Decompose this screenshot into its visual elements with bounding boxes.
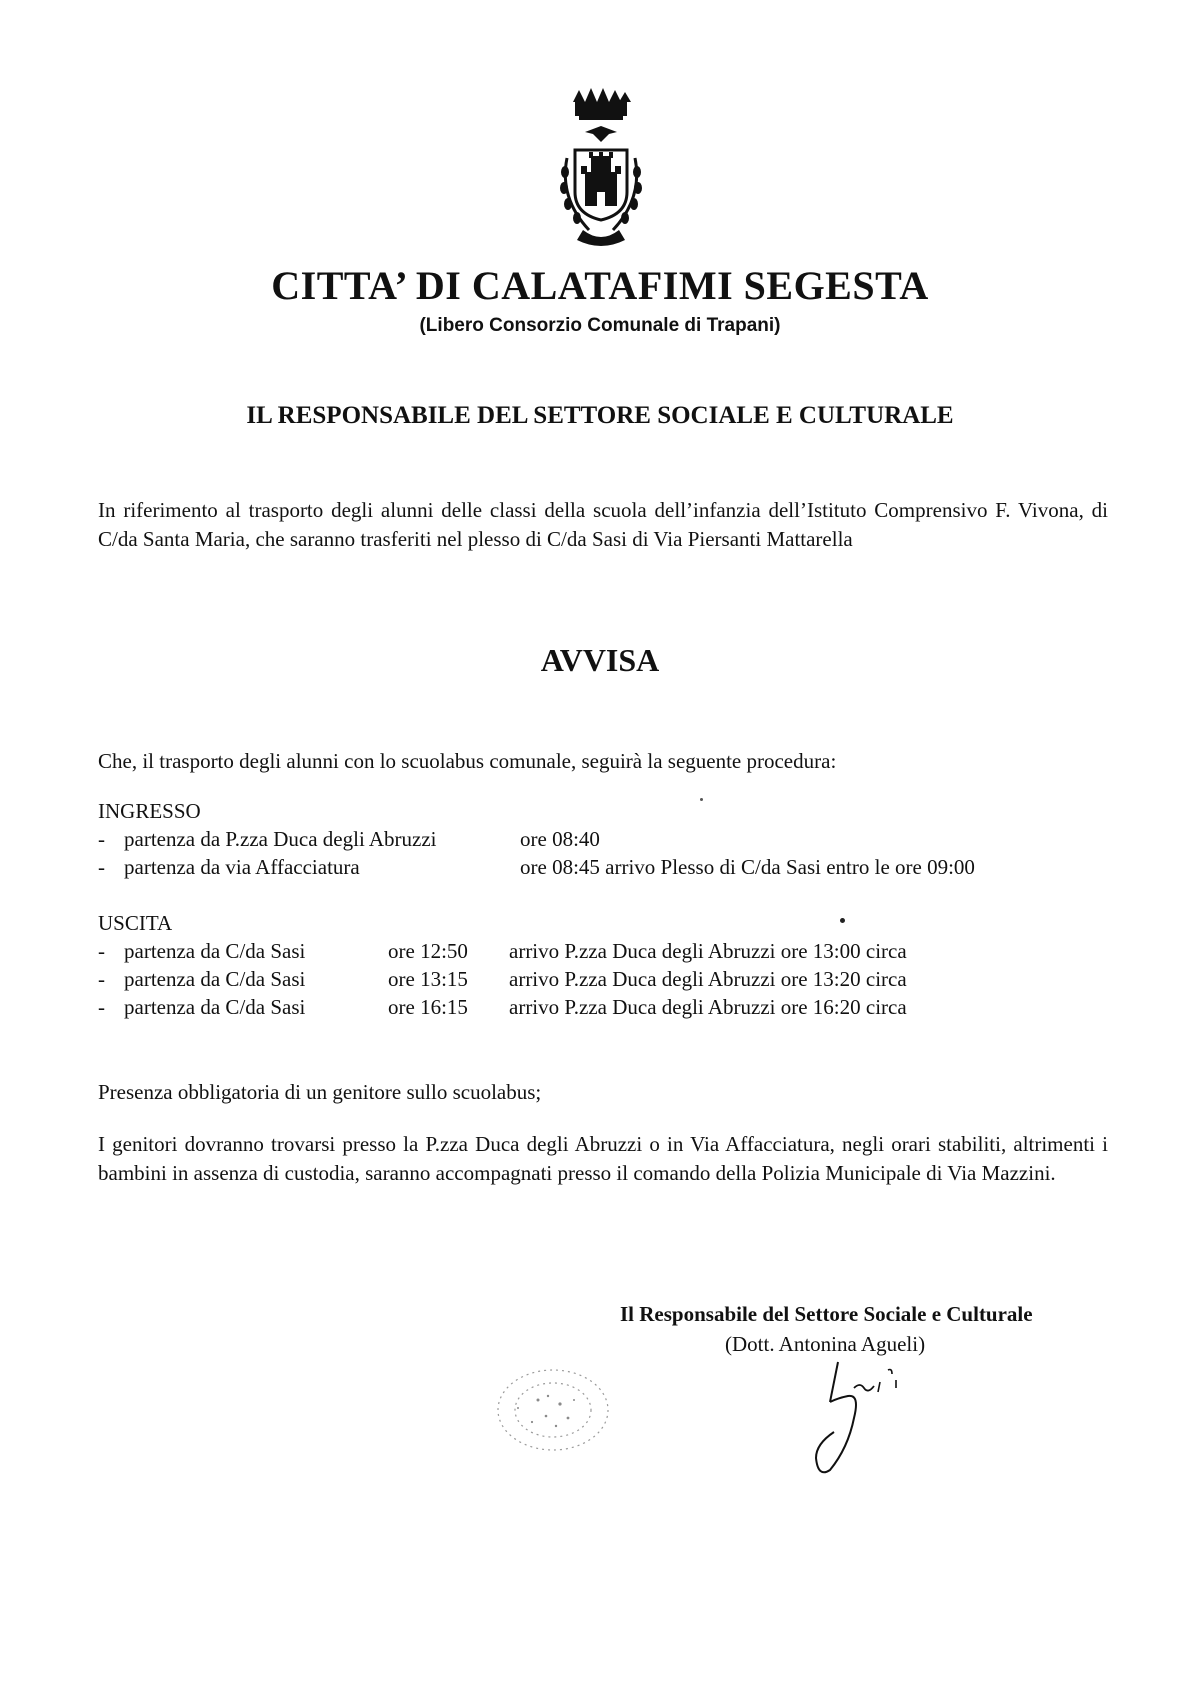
departure-place: partenza da via Affacciatura [124,855,360,879]
notice-title: AVVISA [540,642,660,678]
ingresso-label: INGRESSO [98,799,201,823]
departure-place: partenza da C/da Sasi [124,995,306,1019]
arrival-info: arrivo P.zza Duca degli Abruzzi ore 13:00 circa [509,939,907,963]
departure-time: ore 12:50 [388,939,468,963]
intro-paragraph: In riferimento al trasporto degli alunni delle classi della scuola dell’infanzia dell’Istituto Comprensivo F. Vivona, di C/da Santa Maria, che saranno trasferiti nel plesso di C/da Sasi di Via Piersanti Mattarella [98,498,1108,551]
arrival-info: arrivo P.zza Duca degli Abruzzi ore 16:20 circa [509,995,907,1019]
city-title: CITTA’ DI CALATAFIMI SEGESTA [271,263,929,308]
departure-place: partenza da P.zza Duca degli Abruzzi [124,827,437,851]
obligation-paragraph: Presenza obbligatoria di un genitore sullo scuolabus; [98,1080,542,1104]
city-subtitle: (Libero Consorzio Comunale di Trapani) [419,315,781,336]
departure-time: ore 13:15 [388,967,468,991]
instructions-paragraph: I genitori dovranno trovarsi presso la P.zza Duca degli Abruzzi o in Via Affacciatura, negli orari stabiliti, altrimenti i bambini in assenza di custodia, saranno accompagnati presso il comando della Polizia Municipale di Via Mazzini. [98,1132,1108,1185]
municipal-crest-icon [545,88,657,253]
departure-time: ore 08:40 [520,827,600,851]
signatory-name: (Dott. Antonina Agueli) [725,1332,926,1356]
list-dash: - [98,995,105,1019]
list-dash: - [98,855,105,879]
list-dash: - [98,827,105,851]
uscita-label: USCITA [98,911,173,935]
signatory-role: Il Responsabile del Settore Sociale e Culturale [620,1302,1033,1326]
handwritten-signature-icon [808,1358,928,1478]
official-stamp-icon [488,1360,618,1460]
list-dash: - [98,939,105,963]
departure-place: partenza da C/da Sasi [124,967,306,991]
scan-speck [840,918,845,923]
office-title: IL RESPONSABILE DEL SETTORE SOCIALE E CULTURALE [246,402,954,429]
departure-time: ore 08:45 arrivo Plesso di C/da Sasi entro le ore 09:00 [520,855,975,879]
procedure-paragraph: Che, il trasporto degli alunni con lo scuolabus comunale, seguirà la seguente procedura: [98,749,837,773]
arrival-info: arrivo P.zza Duca degli Abruzzi ore 13:20 circa [509,967,907,991]
list-dash: - [98,967,105,991]
departure-time: ore 16:15 [388,995,468,1019]
scan-speck [700,798,703,801]
departure-place: partenza da C/da Sasi [124,939,306,963]
